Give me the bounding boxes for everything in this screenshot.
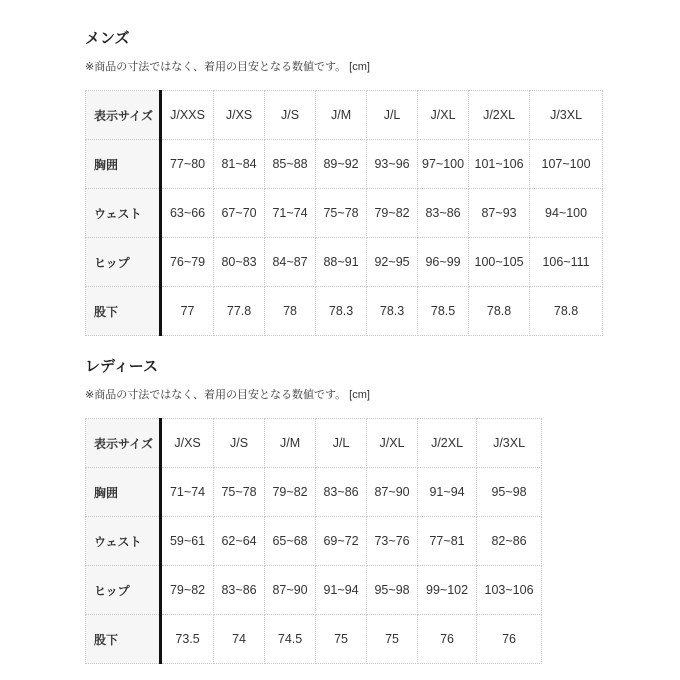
measurement-value-cell: 75 — [316, 615, 367, 664]
measurement-row — [86, 140, 603, 189]
measurement-value-cell: 78.8 — [530, 287, 603, 336]
measurement-value-cell: 77.8 — [214, 287, 265, 336]
measurement-label-cell: 胸囲 — [86, 468, 161, 517]
measurement-value-cell: 76 — [418, 615, 477, 664]
measurement-row — [86, 189, 603, 238]
measurement-value-cell: 78.3 — [316, 287, 367, 336]
measurement-value-cell: 78.3 — [367, 287, 418, 336]
measurement-value-cell: 91~94 — [418, 468, 477, 517]
measurement-value-cell: 87~90 — [367, 468, 418, 517]
mens-note: ※商品の寸法ではなく、着用の目安となる数値です。 [cm] — [85, 61, 370, 73]
measurement-value-cell: 75~78 — [316, 189, 367, 238]
measurement-value-cell: 79~82 — [265, 468, 316, 517]
size-header-cell: J/XL — [367, 419, 418, 468]
measurement-value-cell: 79~82 — [367, 189, 418, 238]
size-header-cell: J/2XL — [469, 91, 530, 140]
measurement-value-cell: 95~98 — [367, 566, 418, 615]
measurement-value-cell: 77~81 — [418, 517, 477, 566]
size-header-row — [86, 419, 542, 468]
measurement-row — [86, 287, 603, 336]
size-header-cell: J/L — [367, 91, 418, 140]
ladies-title: レディース — [85, 358, 159, 376]
measurement-value-cell: 89~92 — [316, 140, 367, 189]
size-header-cell: J/S — [214, 419, 265, 468]
measurement-value-cell: 88~91 — [316, 238, 367, 287]
measurement-value-cell: 107~100 — [530, 140, 603, 189]
measurement-label-cell: ウェスト — [86, 189, 161, 238]
measurement-value-cell: 78 — [265, 287, 316, 336]
measurement-value-cell: 100~105 — [469, 238, 530, 287]
size-header-label-cell: 表示サイズ — [86, 91, 161, 140]
ladies-note: ※商品の寸法ではなく、着用の目安となる数値です。 [cm] — [85, 389, 370, 402]
measurement-value-cell: 83~86 — [316, 468, 367, 517]
size-header-cell: J/M — [265, 419, 316, 468]
measurement-value-cell: 69~72 — [316, 517, 367, 566]
measurement-value-cell: 78.8 — [469, 287, 530, 336]
measurement-label-cell: ウェスト — [86, 517, 161, 566]
measurement-value-cell: 67~70 — [214, 189, 265, 238]
size-header-cell: J/2XL — [418, 419, 477, 468]
mens-size-table — [85, 90, 603, 336]
size-header-label-cell: 表示サイズ — [86, 419, 161, 468]
measurement-value-cell: 95~98 — [477, 468, 542, 517]
measurement-value-cell: 84~87 — [265, 238, 316, 287]
measurement-label-cell: 股下 — [86, 287, 161, 336]
measurement-value-cell: 91~94 — [316, 566, 367, 615]
measurement-value-cell: 85~88 — [265, 140, 316, 189]
measurement-value-cell: 76 — [477, 615, 542, 664]
size-header-cell: J/XXS — [161, 91, 214, 140]
measurement-value-cell: 83~86 — [214, 566, 265, 615]
measurement-label-cell: ヒップ — [86, 238, 161, 287]
measurement-row — [86, 238, 603, 287]
measurement-value-cell: 73~76 — [367, 517, 418, 566]
measurement-value-cell: 75~78 — [214, 468, 265, 517]
measurement-value-cell: 74.5 — [265, 615, 316, 664]
size-header-cell: J/L — [316, 419, 367, 468]
measurement-value-cell: 97~100 — [418, 140, 469, 189]
measurement-row — [86, 468, 542, 517]
mens-section — [85, 30, 680, 336]
measurement-value-cell: 71~74 — [161, 468, 214, 517]
measurement-value-cell: 73.5 — [161, 615, 214, 664]
measurement-value-cell: 93~96 — [367, 140, 418, 189]
measurement-value-cell: 94~100 — [530, 189, 603, 238]
measurement-value-cell: 101~106 — [469, 140, 530, 189]
measurement-value-cell: 87~90 — [265, 566, 316, 615]
size-header-cell: J/3XL — [477, 419, 542, 468]
size-header-cell: J/M — [316, 91, 367, 140]
measurement-value-cell: 83~86 — [418, 189, 469, 238]
measurement-value-cell: 63~66 — [161, 189, 214, 238]
measurement-value-cell: 87~93 — [469, 189, 530, 238]
measurement-value-cell: 77 — [161, 287, 214, 336]
measurement-label-cell: 股下 — [86, 615, 161, 664]
measurement-value-cell: 80~83 — [214, 238, 265, 287]
size-header-cell: J/3XL — [530, 91, 603, 140]
measurement-value-cell: 82~86 — [477, 517, 542, 566]
mens-title: メンズ — [85, 30, 130, 47]
size-header-cell: J/S — [265, 91, 316, 140]
measurement-row — [86, 615, 542, 664]
measurement-value-cell: 106~111 — [530, 238, 603, 287]
measurement-row — [86, 517, 542, 566]
ladies-size-table — [85, 418, 542, 664]
measurement-value-cell: 81~84 — [214, 140, 265, 189]
size-header-cell: J/XL — [418, 91, 469, 140]
measurement-value-cell: 77~80 — [161, 140, 214, 189]
measurement-value-cell: 74 — [214, 615, 265, 664]
measurement-value-cell: 92~95 — [367, 238, 418, 287]
measurement-value-cell: 103~106 — [477, 566, 542, 615]
measurement-label-cell: ヒップ — [86, 566, 161, 615]
measurement-value-cell: 99~102 — [418, 566, 477, 615]
measurement-value-cell: 96~99 — [418, 238, 469, 287]
measurement-value-cell: 76~79 — [161, 238, 214, 287]
size-header-cell: J/XS — [214, 91, 265, 140]
measurement-label-cell: 胸囲 — [86, 140, 161, 189]
size-header-cell: J/XS — [161, 419, 214, 468]
size-header-row — [86, 91, 603, 140]
measurement-value-cell: 79~82 — [161, 566, 214, 615]
ladies-section — [85, 358, 680, 664]
measurement-value-cell: 59~61 — [161, 517, 214, 566]
measurement-value-cell: 75 — [367, 615, 418, 664]
measurement-value-cell: 78.5 — [418, 287, 469, 336]
measurement-value-cell: 62~64 — [214, 517, 265, 566]
measurement-value-cell: 71~74 — [265, 189, 316, 238]
measurement-row — [86, 566, 542, 615]
measurement-value-cell: 65~68 — [265, 517, 316, 566]
